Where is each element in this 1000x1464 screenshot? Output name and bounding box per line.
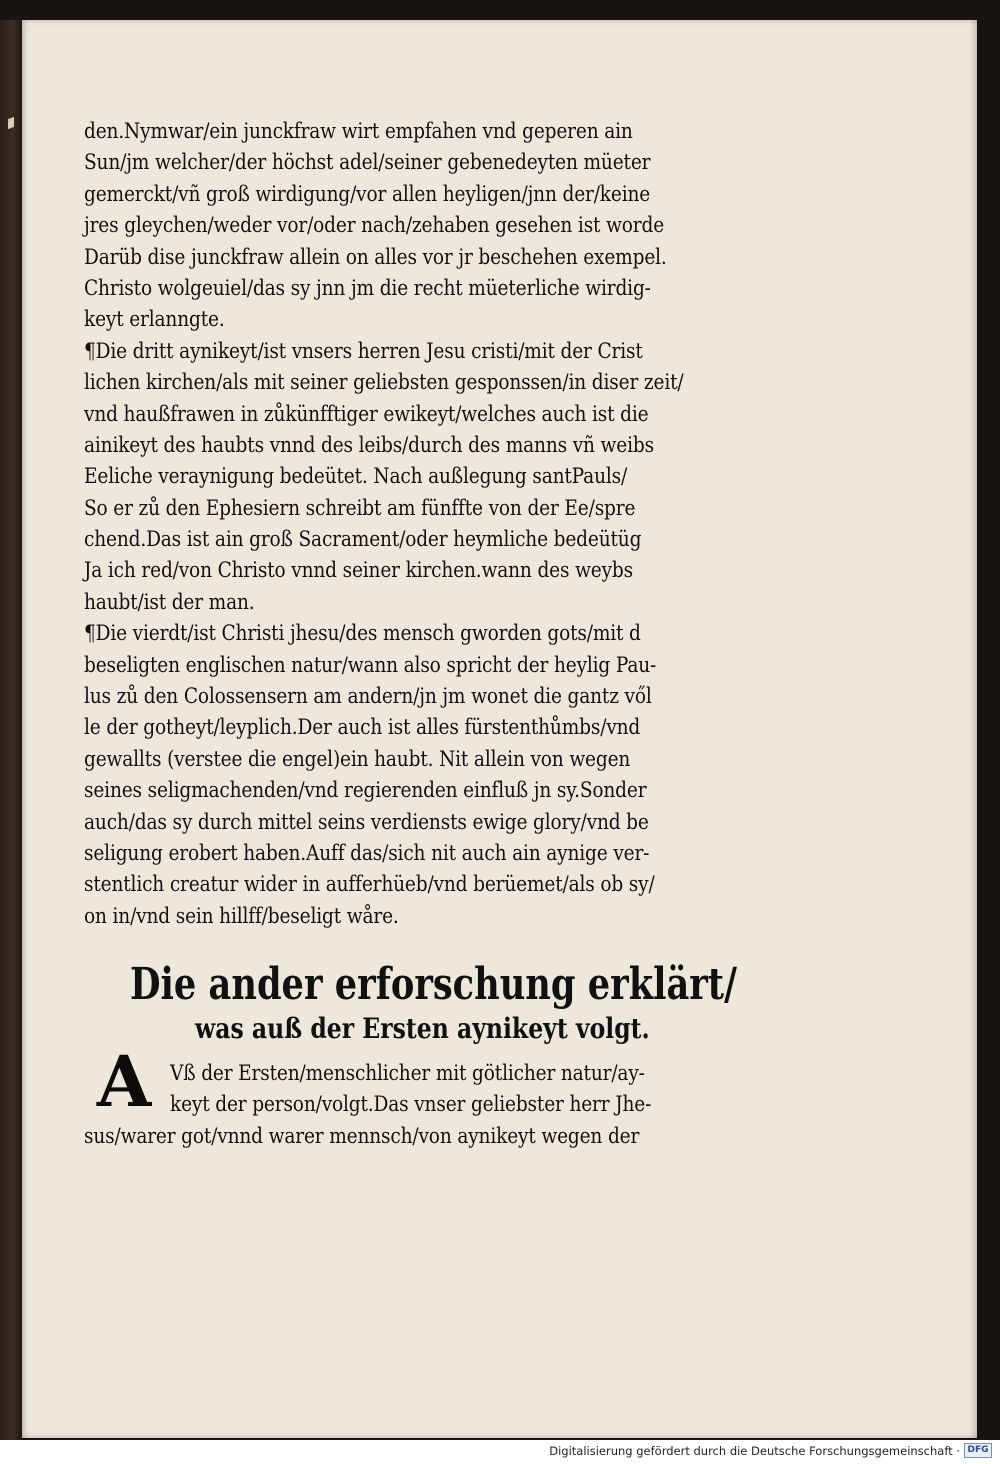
text-line: ainikeyt des haubts vnnd des leibs/durch des manns vñ weibs bbox=[84, 432, 654, 458]
text-line: seines seligmachenden/vnd regierenden einfluß jn sy.Sonder bbox=[84, 778, 647, 804]
decorated-initial: A bbox=[86, 1050, 162, 1114]
text-line: le der gotheyt/leyplich.Der auch ist alles fürstenthůmbs/vnd bbox=[84, 715, 641, 741]
text-line: ¶Die dritt aynikeyt/ist vnsers herren Jesu cristi/mit der Crist bbox=[84, 338, 643, 364]
text-line: keyt der person/volgt.Das vnser geliebster herr Jhe- bbox=[170, 1092, 652, 1118]
text-line: den.Nymwar/ein junckfraw wirt empfahen vnd geperen ain bbox=[84, 119, 633, 144]
text-line: Darüb dise junckfraw allein on alles vor jr beschehen exempel. bbox=[84, 244, 667, 270]
text-line: Christo wolgeuiel/das sy jnn jm die recht müeterliche wirdig- bbox=[84, 275, 651, 301]
paragraph-1 bbox=[84, 116, 804, 932]
section-subheading: was auß der Ersten aynikeyt volgt. bbox=[195, 1012, 650, 1045]
text-line: on in/vnd sein hillff/beseligt wåre. bbox=[84, 903, 399, 929]
text-line: lichen kirchen/als mit seiner geliebsten gesponssen/in diser zeit/ bbox=[84, 370, 684, 396]
paragraph-4-indented bbox=[170, 1058, 810, 1121]
text-line: vnd haußfrawen in zůkünfftiger ewikeyt/welches auch ist die bbox=[84, 401, 649, 427]
text-line: jres gleychen/weder vor/oder nach/zehaben gesehen ist worde bbox=[84, 213, 665, 239]
text-line: chend.Das ist ain groß Sacrament/oder heymliche bedeütüg bbox=[84, 527, 642, 553]
text-line: sus/warer got/vnnd warer mennsch/von aynikeyt wegen der bbox=[84, 1124, 640, 1149]
text-line: beseligten englischen natur/wann also spricht der heylig Pau- bbox=[84, 652, 657, 678]
text-line: lus zů den Colossensern am andern/jn jm wonet die gantz vől bbox=[84, 684, 652, 710]
footer-credit: Digitalisierung gefördert durch die Deutsche Forschungsgemeinschaft · bbox=[549, 1444, 960, 1458]
paragraph-4-continued bbox=[84, 1121, 804, 1152]
text-line: keyt erlanngte. bbox=[84, 307, 225, 333]
text-line: gemerckt/vñ groß wirdigung/vor allen heyligen/jnn der/keine bbox=[84, 181, 651, 207]
text-line: seligung erobert haben.Auff das/sich nit auch ain aynige ver- bbox=[84, 840, 650, 866]
text-line: gewallts (verstee die engel)ein haubt. Nit allein von wegen bbox=[84, 746, 631, 772]
book-binding bbox=[0, 20, 22, 1440]
text-line: Sun/jm welcher/der höchst adel/seiner gebenedeyten müeter bbox=[84, 150, 651, 176]
text-line: ¶Die vierdt/ist Christi jhesu/des mensch gworden gots/mit d bbox=[84, 621, 641, 647]
text-line: So er zů den Ephesiern schreibt am fünffte von der Ee/spre bbox=[84, 495, 636, 521]
text-line: haubt/ist der man. bbox=[84, 589, 255, 615]
text-line: Vß der Ersten/menschlicher mit götlicher natur/ay- bbox=[170, 1061, 645, 1086]
text-line: Ja ich red/von Christo vnnd seiner kirchen.wann des weybs bbox=[84, 558, 634, 584]
text-line: auch/das sy durch mittel seins verdiensts ewige glory/vnd be bbox=[84, 809, 649, 835]
dfg-logo: DFG bbox=[964, 1443, 992, 1458]
text-line: Eeliche veraynigung bedeütet. Nach außlegung santPauls/ bbox=[84, 464, 628, 490]
section-heading: Die ander erforschung erklärt/ bbox=[130, 959, 737, 1010]
text-line: stentlich creatur wider in aufferhüeb/vnd berüemet/als ob sy/ bbox=[84, 872, 655, 898]
